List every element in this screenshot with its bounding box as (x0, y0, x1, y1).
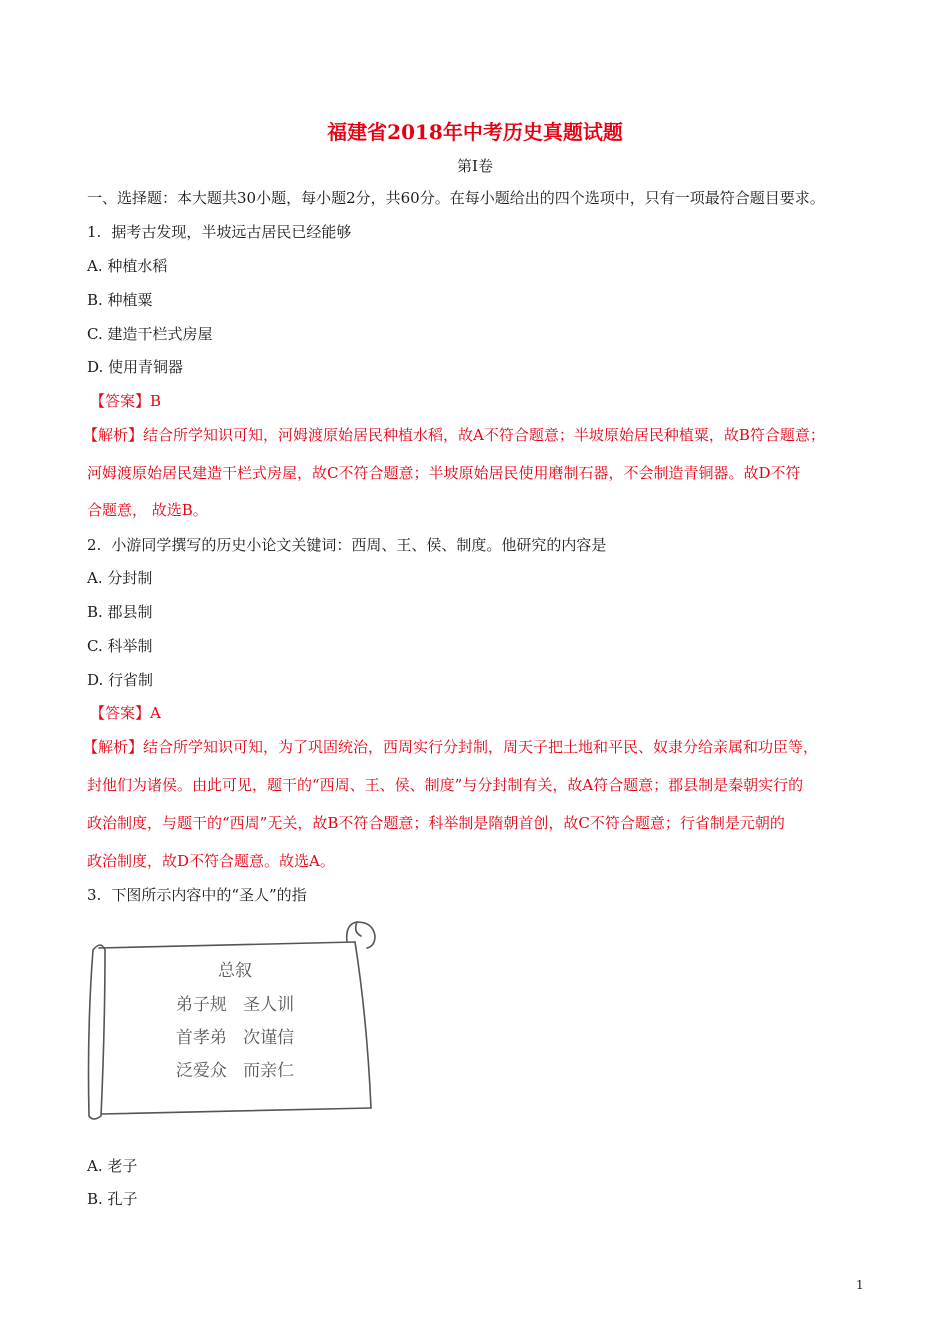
q2-option-a: A. 分封制 (87, 569, 153, 587)
q2-option-d: D. 行省制 (87, 671, 154, 689)
q2-answer: 【答案】A (90, 704, 161, 722)
scroll-bottom-edge (101, 1108, 371, 1114)
scroll-line: 泛爱众 而亲仁 (175, 1061, 295, 1081)
scroll-left-roll (89, 945, 106, 1119)
q3-stem: 3. 下图所示内容中的“圣人”的指 (87, 886, 307, 904)
volume-label: 第I卷 (457, 157, 493, 175)
q1-option-c: C. 建造干栏式房屋 (87, 325, 213, 343)
q2-option-b: B. 郡县制 (87, 603, 153, 621)
scroll-heading: 总叙 (218, 961, 252, 981)
page-number: 1 (856, 1278, 864, 1292)
q2-analysis-line: 政治制度，故D不符合题意。故选A。 (87, 852, 335, 870)
q1-number: 1. (87, 223, 102, 241)
page-title: 福建省2018年中考历史真题试题 (327, 120, 623, 144)
q1-stem: 1. 据考古发现，半坡远古居民已经能够 (87, 223, 352, 241)
q3-option-b: B. 孔子 (87, 1190, 138, 1208)
q1-option-d: D. 使用青铜器 (87, 358, 184, 376)
q1-analysis-line: 合题意， 故选B。 (87, 501, 208, 519)
q3-option-a: A. 老子 (87, 1157, 138, 1175)
q3-number: 3. (87, 886, 102, 904)
analysis-label: 【解析】 (83, 426, 144, 444)
section-intro: 一、选择题：本大题共30小题，每小题2分，共60分。在每小题给出的四个选项中，只有一项最符合题目要求。 (87, 189, 825, 207)
q2-stem: 2. 小游同学撰写的历史小论文关键词：西周、王、侯、制度。他研究的内容是 (87, 536, 607, 554)
scroll-figure (85, 918, 381, 1128)
q2-number: 2. (87, 536, 102, 554)
scroll-right-edge (355, 942, 371, 1108)
q2-option-c: C. 科举制 (87, 637, 153, 655)
q2-analysis-line: 【解析】结合所学知识可知，为了巩固统治，西周实行分封制，周天子把土地和平民、奴隶分给亲属和功臣等， (83, 738, 819, 756)
analysis-label: 【解析】 (83, 738, 144, 756)
q1-analysis-line: 河姆渡原始居民建造干栏式房屋，故C不符合题意；半坡原始居民使用磨制石器，不会制造青铜器。故D不符 (87, 464, 801, 482)
scroll-line: 弟子规 圣人训 (175, 995, 295, 1015)
scroll-top-edge (99, 942, 355, 948)
scroll-right-curl (347, 922, 375, 948)
q1-option-a: A. 种植水稻 (87, 257, 168, 275)
q1-analysis-line: 【解析】结合所学知识可知，河姆渡原始居民种植水稻，故A不符合题意；半坡原始居民种植粟，故B符合题意； (83, 426, 825, 444)
q2-analysis-line: 政治制度，与题干的“西周”无关，故B不符合题意；科举制是隋朝首创，故C不符合题意；行省制是元朝的 (87, 814, 785, 832)
q1-option-b: B. 种植粟 (87, 291, 153, 309)
scroll-line: 首孝弟 次谨信 (175, 1028, 295, 1048)
q2-analysis-line: 封他们为诸侯。由此可见，题干的“西周、王、侯、制度”与分封制有关，故A符合题意；郡县制是秦朝实行的 (87, 776, 804, 794)
q1-answer: 【答案】B (90, 392, 162, 410)
